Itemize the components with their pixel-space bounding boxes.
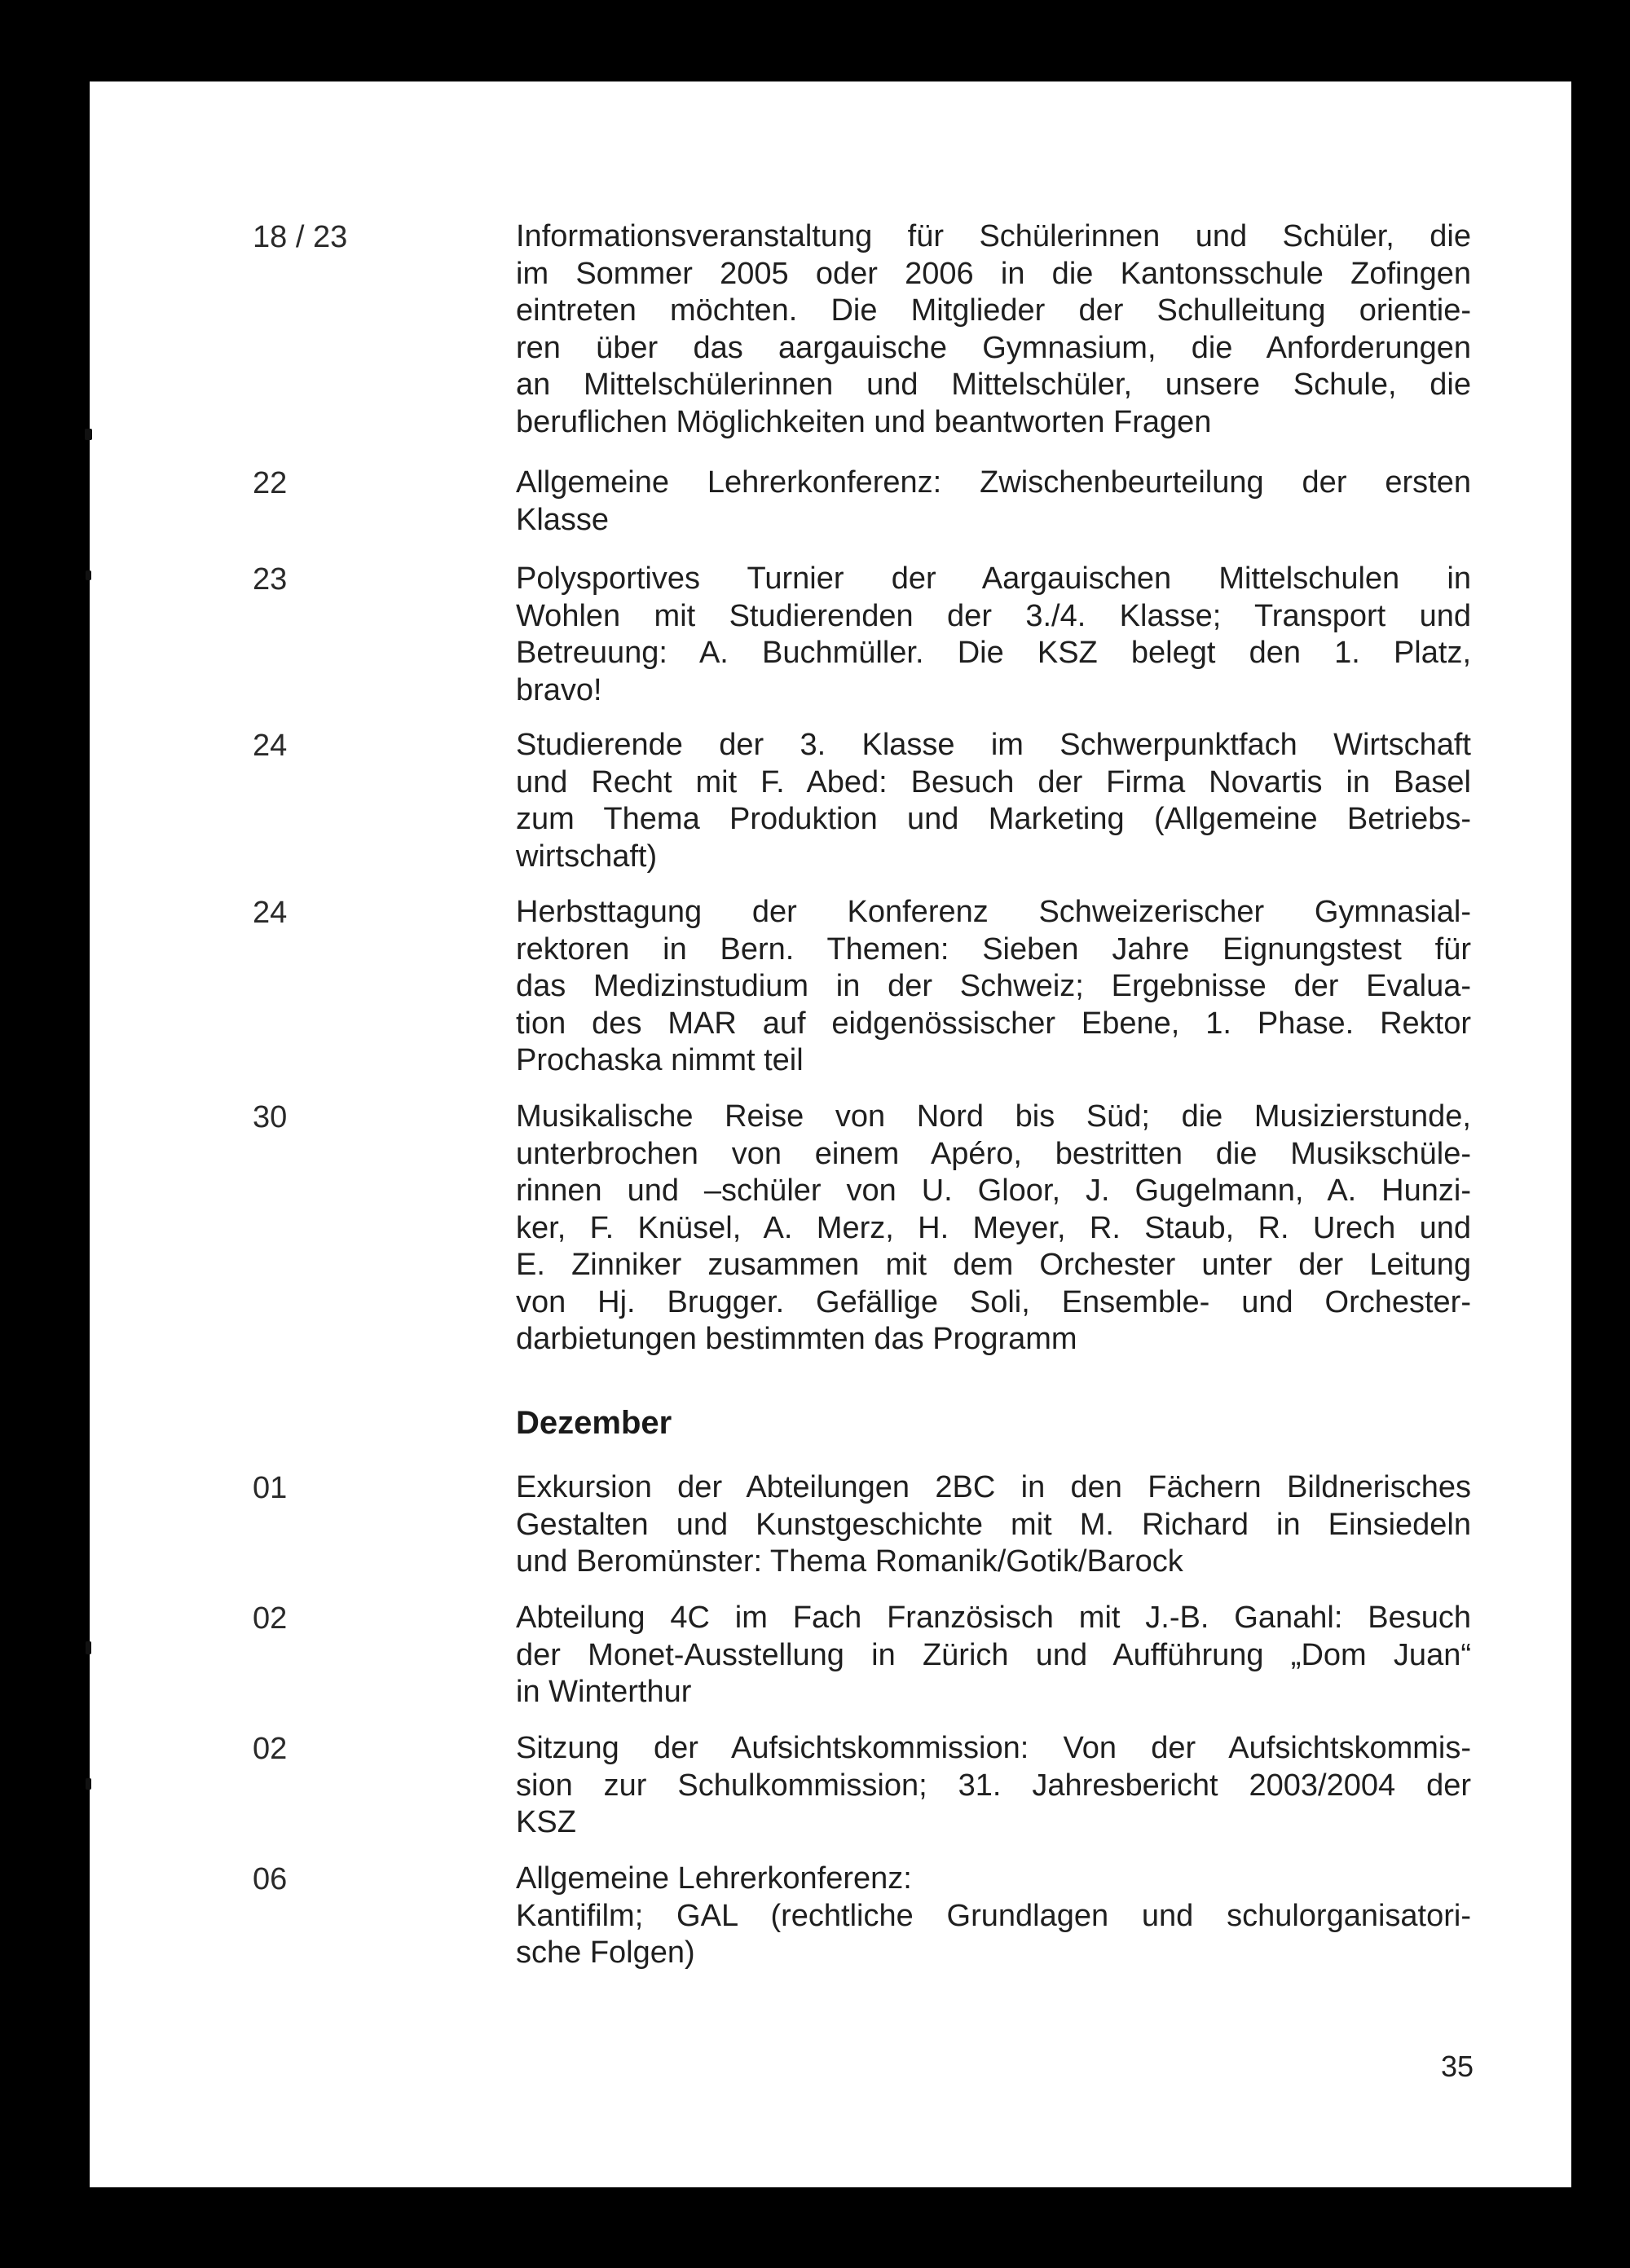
- entry-date: 06: [253, 1862, 288, 1896]
- entry-line: rektoren in Bern. Themen: Sieben Jahre Eignungstest für: [516, 931, 1471, 967]
- entry-line: ren über das aargauische Gymnasium, die Anforderungen: [516, 330, 1471, 365]
- document-page: [90, 81, 1571, 2187]
- entry-line: tion des MAR auf eidgenössischer Ebene, 1. Phase. Rektor: [516, 1006, 1471, 1041]
- entry-line: Polysportives Turnier der Aargauischen Mittelschulen in: [516, 561, 1471, 596]
- entry-date: 24: [253, 729, 288, 763]
- entry-line: von Hj. Brugger. Gefällige Soli, Ensemble- und Orchester-: [516, 1284, 1471, 1319]
- entry-date: 18 / 23: [253, 220, 348, 254]
- entry-line: Abteilung 4C im Fach Französisch mit J.-B. Ganahl: Besuch: [516, 1601, 1471, 1635]
- entry-line: bravo!: [516, 672, 602, 707]
- entry-date: 23: [253, 562, 288, 597]
- entry-line: Informationsveranstaltung für Schülerinnen und Schüler, die: [516, 219, 1471, 253]
- entry-text: [516, 465, 1471, 539]
- entry-line: in Winterthur: [516, 1675, 692, 1709]
- entry-line: Allgemeine Lehrerkonferenz: Zwischenbeurteilung der ersten: [516, 465, 1471, 500]
- entry-line: beruflichen Möglichkeiten und beantworten Fragen: [516, 404, 1212, 439]
- entry-line: darbietungen bestimmten das Programm: [516, 1322, 1077, 1356]
- entry-line: und Recht mit F. Abed: Besuch der Firma Novartis in Basel: [516, 764, 1471, 799]
- entry-line: Musikalische Reise von Nord bis Süd; die Musizierstunde,: [516, 1099, 1471, 1134]
- entry-line: Prochaska nimmt teil: [516, 1043, 804, 1077]
- month-heading: Dezember: [516, 1405, 672, 1441]
- entry-line: Kantifilm; GAL (rechtliche Grundlagen und schulorganisatori-: [516, 1898, 1471, 1933]
- entry-date: 24: [253, 896, 288, 930]
- scan-speck: [85, 429, 92, 440]
- entry-text: [516, 1600, 1471, 1711]
- entry-line: E. Zinniker zusammen mit dem Orchester unter der Leitung: [516, 1248, 1471, 1282]
- entry-line: Herbsttagung der Konferenz Schweizerischer Gymnasial-: [516, 895, 1471, 929]
- entry-line: an Mittelschülerinnen und Mittelschüler, unsere Schule, die: [516, 368, 1471, 402]
- entry-date: 01: [253, 1471, 288, 1505]
- entry-text: [516, 561, 1471, 709]
- entry-date: 02: [253, 1601, 288, 1636]
- entry-line: rinnen und –schüler von U. Gloor, J. Gugelmann, A. Hunzi-: [516, 1174, 1471, 1208]
- entry-line: ker, F. Knüsel, A. Merz, H. Meyer, R. Staub, R. Urech und: [516, 1210, 1471, 1245]
- entry-line: sion zur Schulkommission; 31. Jahresbericht 2003/2004 der: [516, 1768, 1471, 1803]
- entry-line: der Monet-Ausstellung in Zürich und Aufführung „Dom Juan“: [516, 1637, 1471, 1672]
- entry-line: Studierende der 3. Klasse im Schwerpunktfach Wirtschaft: [516, 728, 1471, 762]
- entry-text: [516, 894, 1471, 1080]
- scan-speck: [86, 1641, 91, 1654]
- entry-line: KSZ: [516, 1805, 576, 1839]
- entry-line: Gestalten und Kunstgeschichte mit M. Richard in Einsiedeln: [516, 1507, 1471, 1542]
- entry-line: wirtschaft): [516, 839, 658, 874]
- entry-line: Exkursion der Abteilungen 2BC in den Fächern Bildnerisches: [516, 1470, 1471, 1504]
- entry-text: [516, 1730, 1471, 1842]
- scan-speck: [86, 1778, 91, 1790]
- entry-line: zum Thema Produktion und Marketing (Allgemeine Betriebs-: [516, 802, 1471, 836]
- entry-line: Sitzung der Aufsichtskommission: Von der Aufsichtskommis-: [516, 1731, 1471, 1765]
- entry-line: unterbrochen von einem Apéro, bestritten die Musikschüle-: [516, 1136, 1471, 1171]
- page-number: 35: [1440, 2050, 1474, 2083]
- entry-line: das Medizinstudium in der Schweiz; Ergebnisse der Evalua-: [516, 969, 1471, 1003]
- entry-text: [516, 1469, 1471, 1581]
- entry-text: [516, 1099, 1471, 1359]
- entry-line: Betreuung: A. Buchmüller. Die KSZ belegt den 1. Platz,: [516, 636, 1471, 670]
- entry-line: und Beromünster: Thema Romanik/Gotik/Barock: [516, 1544, 1183, 1579]
- entry-line: Klasse: [516, 502, 610, 537]
- entry-text: [516, 727, 1471, 875]
- entry-line: Allgemeine Lehrerkonferenz:: [516, 1861, 912, 1896]
- entry-line: Wohlen mit Studierenden der 3./4. Klasse; Transport und: [516, 598, 1471, 633]
- entry-text: [516, 218, 1471, 441]
- entry-text: [516, 1861, 1471, 1972]
- entry-date: 22: [253, 466, 288, 500]
- entry-date: 30: [253, 1100, 288, 1134]
- entry-date: 02: [253, 1732, 288, 1766]
- entry-line: im Sommer 2005 oder 2006 in die Kantonsschule Zofingen: [516, 256, 1471, 291]
- entry-line: sche Folgen): [516, 1936, 695, 1970]
- scan-speck: [86, 570, 91, 580]
- entry-line: eintreten möchten. Die Mitglieder der Schulleitung orientie-: [516, 293, 1471, 328]
